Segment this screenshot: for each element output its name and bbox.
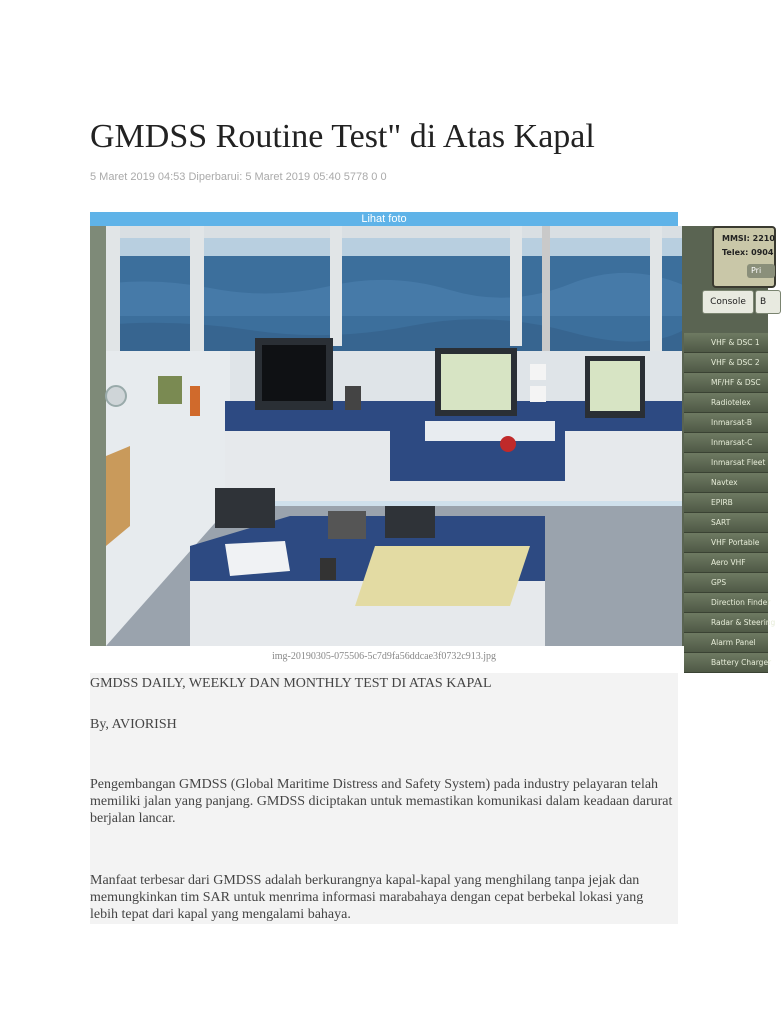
telex-label: Telex: 0904	[722, 248, 774, 257]
console-tab[interactable]: Console	[702, 290, 754, 314]
menu-item-aero-vhf[interactable]: Aero VHF	[684, 553, 768, 573]
menu-item-sart[interactable]: SART	[684, 513, 768, 533]
menu-item-inmarsat-fleet[interactable]: Inmarsat Fleet	[684, 453, 768, 473]
article-title: GMDSS Routine Test" di Atas Kapal	[90, 118, 595, 155]
article-meta: 5 Maret 2019 04:53 Diperbarui: 5 Maret 2019 05:40 5778 0 0	[90, 171, 387, 183]
simulator-device-menu	[684, 333, 776, 673]
mmsi-label: MMSI: 2210	[722, 234, 775, 243]
view-photo-link[interactable]: Lihat foto	[90, 212, 678, 226]
menu-item-navtex[interactable]: Navtex	[684, 473, 768, 493]
menu-item-radar-steering[interactable]: Radar & Steering	[684, 613, 768, 633]
menu-item-mf-hf-dsc[interactable]: MF/HF & DSC	[684, 373, 768, 393]
menu-item-vhf-dsc-2[interactable]: VHF & DSC 2	[684, 353, 768, 373]
menu-item-inmarsat-c[interactable]: Inmarsat-C	[684, 433, 768, 453]
article-byline: By, AVIORISH	[90, 717, 177, 732]
menu-item-vhf-dsc-1[interactable]: VHF & DSC 1	[684, 333, 768, 353]
article-photo[interactable]	[90, 226, 768, 646]
article-heading: GMDSS DAILY, WEEKLY DAN MONTHLY TEST DI ATAS KAPAL	[90, 676, 492, 691]
info-button[interactable]: Pri	[747, 264, 775, 278]
simulator-info-panel	[712, 226, 776, 288]
menu-item-alarm-panel[interactable]: Alarm Panel	[684, 633, 768, 653]
article-paragraph: Pengembangan GMDSS (Global Maritime Distress and Safety System) pada industry pelayaran telah memiliki jalan yang panjang. GMDSS diciptakan untuk memastikan komunikasi dalam keadaan darurat berjalan lancar.	[90, 777, 673, 826]
menu-item-direction-finder[interactable]: Direction Finder	[684, 593, 768, 613]
menu-item-inmarsat-b[interactable]: Inmarsat-B	[684, 413, 768, 433]
menu-item-radiotelex[interactable]: Radiotelex	[684, 393, 768, 413]
image-caption: img-20190305-075506-5c7d9fa56ddcae3f0732c913.jpg	[271, 651, 497, 662]
menu-item-epirb[interactable]: EPIRB	[684, 493, 768, 513]
bridge-simulator-illustration	[90, 226, 768, 646]
article-body	[90, 673, 678, 924]
second-tab[interactable]: B	[755, 290, 781, 314]
menu-item-vhf-portable[interactable]: VHF Portable	[684, 533, 768, 553]
menu-item-gps[interactable]: GPS	[684, 573, 768, 593]
article-paragraph: Manfaat terbesar dari GMDSS adalah berkurangnya kapal-kapal yang menghilang tanpa jejak dan memungkinkan tim SAR untuk menrima informasi marabahaya dengan cepat berbekal lokasi yang lebih tepat dari kapal yang mengalami bahaya.	[90, 873, 644, 922]
menu-item-battery-charger[interactable]: Battery Charger	[684, 653, 768, 673]
